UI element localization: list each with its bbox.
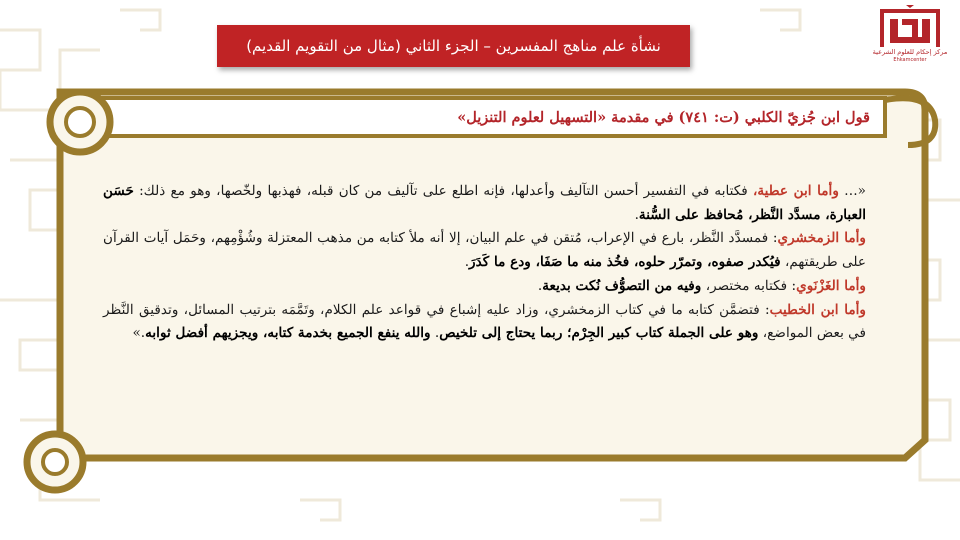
emphasis-text: فيُكدر صفوه، وتمرّر حلوه، فخُذ منه ما صَفَا، ودع ما كَدَرَ xyxy=(469,254,781,271)
logo-subtitle-en: Ehkamcenter xyxy=(893,57,927,63)
section-title: قول ابن جُزيّ الكلبي (ت: ٧٤١) في مقدمة «التسهيل لعلوم التنزيل» xyxy=(457,109,870,126)
logo-subtitle: مركز إحكام للعلوم الشرعية xyxy=(872,48,948,56)
author-name: وأما ابن الخطيب xyxy=(769,301,866,318)
paragraph-ghaznawi xyxy=(103,275,866,299)
text-segment: . xyxy=(430,325,440,342)
text-segment: .» xyxy=(132,325,146,342)
emphasis-text: وهو على الجملة كتاب كبير الجِرْم؛ ربما يحتاج إلى تلخيص xyxy=(439,325,759,342)
header-title: نشأة علم مناهج المفسرين – الجزء الثاني (مثال من التقويم القديم) xyxy=(246,37,661,55)
paragraph-ibn-atiyya xyxy=(103,180,866,227)
quote-body xyxy=(103,180,866,346)
text-segment: . xyxy=(634,206,639,223)
emphasis-text: حَسَن العبارة، مسدَّد النَّظر، مُحافظ على السُّنة xyxy=(103,183,866,223)
text-segment: : فمسدَّد النَّظر، بارع في الإعراب، مُتقن في علم البيان، إلا أنه ملأ كتابه من مذهب المعتزلة وشُؤْمِهم، وحَمَل آيات القرآن على طريقتهم، xyxy=(103,230,866,271)
text-segment: فكتابه في التفسير أحسن التآليف وأعدلها، فإنه اطلع على تآليف من كان قبله، فهذبها ولخّصها، وهو مع ذلك: xyxy=(133,183,753,199)
paragraph-zamakhshari xyxy=(103,227,866,274)
emphasis-text: وفيه من التصوُّف نُكت بديعة xyxy=(542,277,702,294)
author-name: وأما ابن عطية، xyxy=(752,183,839,199)
emphasis-text: والله ينفع الجميع بخدمة كتابه، ويجزيهم أفضل ثوابه xyxy=(145,325,431,342)
paragraph-ibn-khatib xyxy=(103,299,866,346)
text-segment: . xyxy=(537,277,543,294)
text-segment: «… xyxy=(838,183,866,199)
author-name: وأما الغَزْنَوي xyxy=(796,277,866,294)
text-segment: . xyxy=(464,254,470,271)
text-segment: : فكتابه مختصر، xyxy=(701,277,797,294)
author-name: وأما الزمخشري xyxy=(777,230,866,247)
text-segment: : فتضمَّن كتابه ما في كتاب الزمخشري، وزاد عليه إشباع في قواعد علم الكلام، وتَمَّمَه بترتيب المسائل، وتدقيق النَّظر في بعض المواضع، xyxy=(103,301,866,342)
